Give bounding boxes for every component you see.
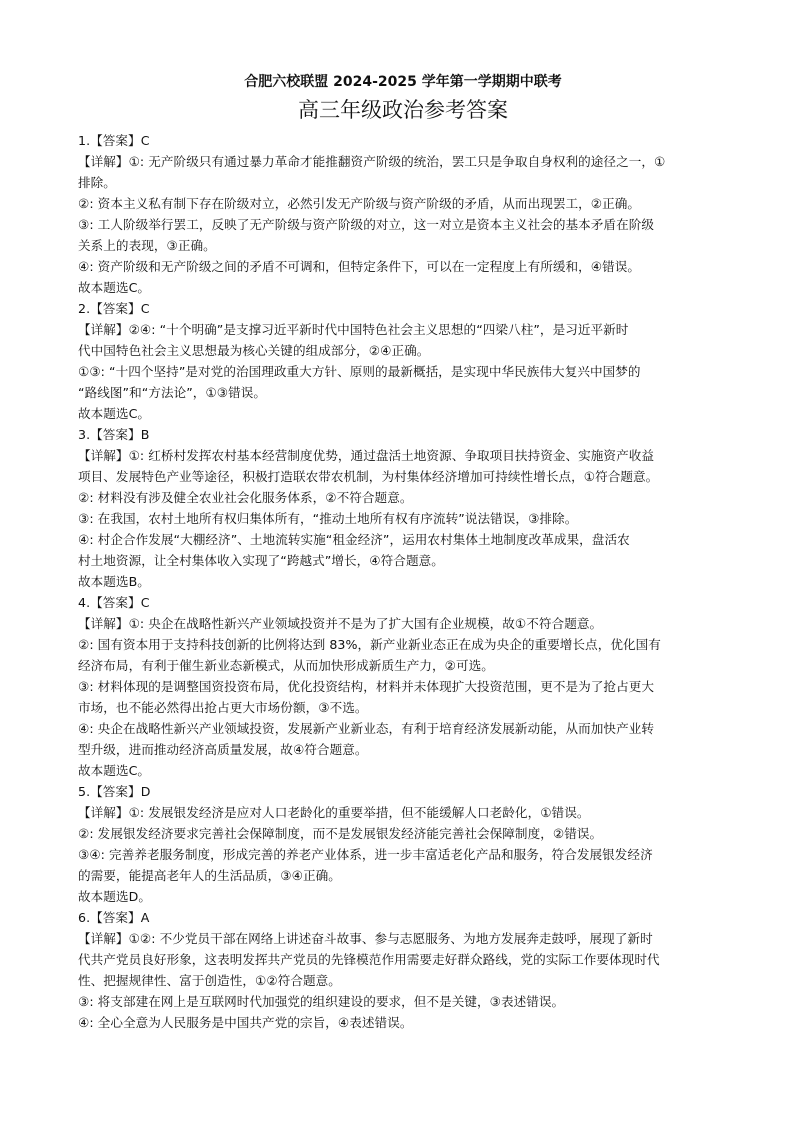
explanation-line: 故本题选D。 bbox=[78, 889, 151, 904]
explanation-line: ③: 将支部建在网上是互联网时代加强党的组织建设的要求，但不是关键，③表述错误。 bbox=[78, 994, 565, 1009]
explanation-line: ②: 国有资本用于支持科技创新的比例将达到 83%，新产业新业态正在成为央企的重要增长点，优化国有 bbox=[78, 637, 661, 652]
explanation-line: ②: 资本主义私有制下存在阶级对立，必然引发无产阶级与资产阶级的矛盾，从而出现罢工，②正确。 bbox=[78, 196, 641, 211]
answer-key-line: 4.【答案】C bbox=[78, 595, 150, 610]
explanation-line: 型升级，进而推动经济高质量发展，故④符合题意。 bbox=[78, 742, 368, 757]
answer-key-line: 3.【答案】B bbox=[78, 427, 150, 442]
explanation-line: 关系上的表现，③正确。 bbox=[78, 238, 216, 253]
explanation-line: 【详解】①: 红桥村发挥农村基本经营制度优势，通过盘活土地资源、争取项目扶持资金、实施资产收益 bbox=[78, 448, 655, 463]
explanation-line: “路线图”和“方法论”，①③错误。 bbox=[78, 385, 267, 400]
explanation-line: 市场，也不能必然得出抢占更大市场份额，③不选。 bbox=[78, 700, 368, 715]
answer-document bbox=[78, 72, 728, 1033]
answer-key-line: 2.【答案】C bbox=[78, 301, 150, 316]
exam-title: 合肥六校联盟 2024-2025 学年第一学期期中联考 bbox=[244, 74, 562, 90]
explanation-line: ④: 资产阶级和无产阶级之间的矛盾不可调和，但特定条件下，可以在一定程度上有所缓和，④错误。 bbox=[78, 259, 641, 274]
page-title: 高三年级政治参考答案 bbox=[298, 98, 508, 122]
explanation-line: 代共产党员良好形象，这表明发挥共产党员的先锋模范作用需要走好群众路线，党的实际工作要体现时代 bbox=[78, 952, 660, 967]
explanation-line: 故本题选C。 bbox=[78, 763, 151, 778]
explanation-line: ③④: 完善养老服务制度，形成完善的养老产业体系，进一步丰富适老化产品和服务，符合发展银发经济 bbox=[78, 847, 653, 862]
answer-key-line: 1.【答案】C bbox=[78, 133, 150, 148]
explanation-line: ④: 央企在战略性新兴产业领域投资，发展新产业新业态，有利于培育经济发展新动能，从而加快产业转 bbox=[78, 721, 655, 736]
explanation-line: 代中国特色社会主义思想最为核心关键的组成部分，②④正确。 bbox=[78, 343, 430, 358]
explanation-line: 【详解】①: 无产阶级只有通过暴力革命才能推翻资产阶级的统治，罢工只是争取自身权利的途径之一，① bbox=[78, 154, 666, 169]
explanation-line: 【详解】①: 发展银发经济是应对人口老龄化的重要举措，但不能缓解人口老龄化，①错误。 bbox=[78, 805, 590, 820]
answer-key-line: 5.【答案】D bbox=[78, 784, 151, 799]
explanation-line: ③: 工人阶级举行罢工，反映了无产阶级与资产阶级的对立，这一对立是资本主义社会的基本矛盾在阶级 bbox=[78, 217, 655, 232]
explanation-line: ③: 材料体现的是调整国资投资布局，优化投资结构，材料并未体现扩大投资范围，更不是为了抢占更大 bbox=[78, 679, 655, 694]
explanation-line: ②: 发展银发经济要求完善社会保障制度，而不是发展银发经济能完善社会保障制度，②错误。 bbox=[78, 826, 603, 841]
explanation-line: 村土地资源，让全村集体收入实现了“跨越式”增长，④符合题意。 bbox=[78, 553, 444, 568]
explanation-line: ④: 全心全意为人民服务是中国共产党的宗旨，④表述错误。 bbox=[78, 1015, 413, 1030]
explanation-line: 故本题选C。 bbox=[78, 280, 151, 295]
explanation-line: ①③: “十四个坚持”是对党的治国理政重大方针、原则的最新概括，是实现中华民族伟大复兴中国梦的 bbox=[78, 364, 641, 379]
explanation-line: 【详解】①: 央企在战略性新兴产业领域投资并不是为了扩大国有企业规模，故①不符合题意。 bbox=[78, 616, 603, 631]
answer-key-line: 6.【答案】A bbox=[78, 910, 150, 925]
explanation-line: 的需要，能提高老年人的生活品质，③④正确。 bbox=[78, 868, 341, 883]
explanation-line: 【详解】②④: “十个明确”是支撑习近平新时代中国特色社会主义思想的“四梁八柱”，是习近平新时 bbox=[78, 322, 629, 337]
explanation-line: ②: 材料没有涉及健全农业社会化服务体系，②不符合题意。 bbox=[78, 490, 413, 505]
explanation-line: 故本题选C。 bbox=[78, 406, 151, 421]
explanation-line: 排除。 bbox=[78, 175, 116, 190]
answer-body bbox=[78, 130, 728, 1033]
explanation-line: 经济布局，有利于催生新业态新模式，从而加快形成新质生产力，②可选。 bbox=[78, 658, 494, 673]
explanation-line: 项目、发展特色产业等途径，积极打造联农带农机制，为村集体经济增加可持续性增长点，①符合题意。 bbox=[78, 469, 659, 484]
explanation-line: 故本题选B。 bbox=[78, 574, 150, 589]
explanation-line: 【详解】①②: 不少党员干部在网络上讲述奋斗故事、参与志愿服务、为地方发展奔走鼓呼，展现了新时 bbox=[78, 931, 653, 946]
explanation-line: ④: 村企合作发展“大棚经济”、土地流转实施“租金经济”，运用农村集体土地制度改革成果，盘活农 bbox=[78, 532, 630, 547]
explanation-line: ③: 在我国，农村土地所有权归集体所有，“推动土地所有权有序流转”说法错误，③排除。 bbox=[78, 511, 578, 526]
explanation-line: 性、把握规律性、富于创造性，①②符合题意。 bbox=[78, 973, 341, 988]
